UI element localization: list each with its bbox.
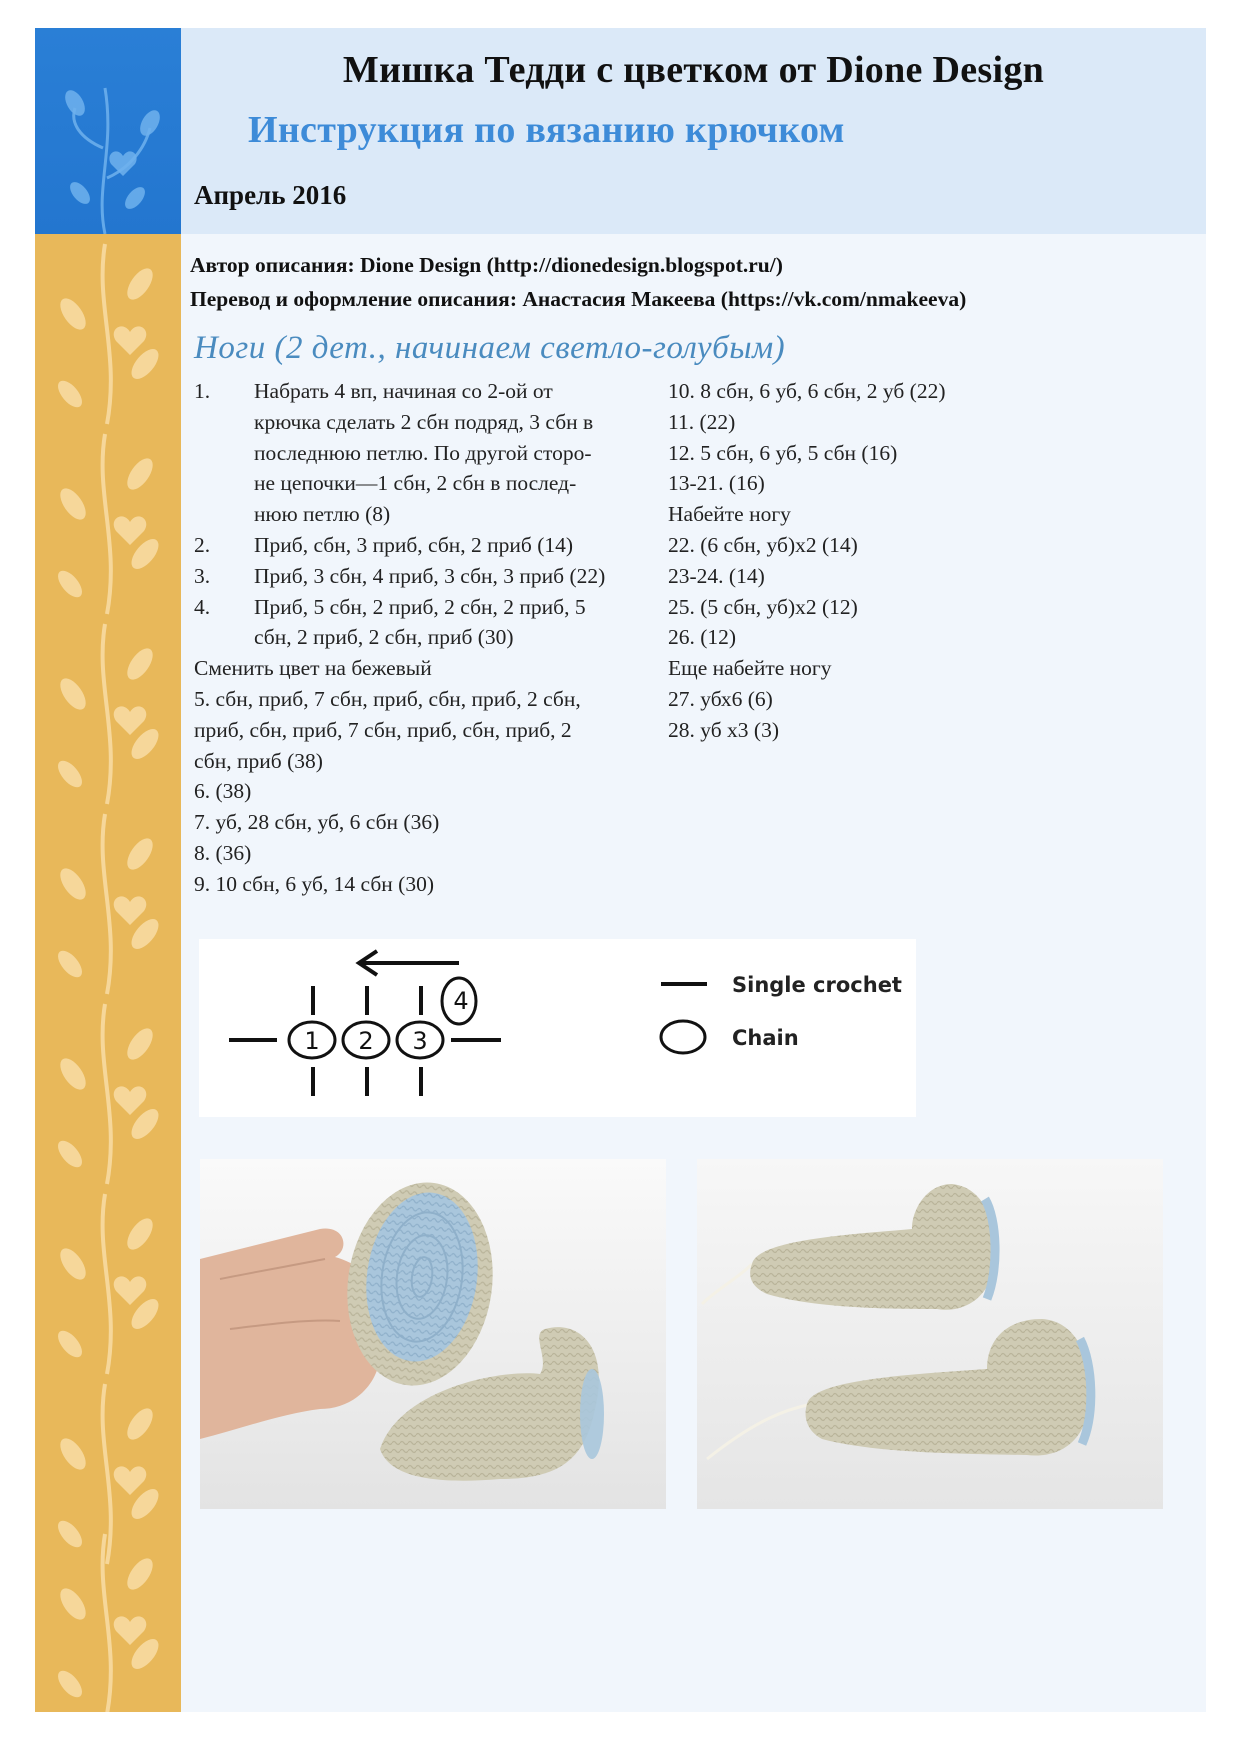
instructions-column-2 — [668, 376, 1008, 746]
author-credit: Автор описания: Dione Design (http://dionedesign.blogspot.ru/) — [190, 253, 783, 277]
row-number: 2. — [194, 532, 211, 557]
legend-single-crochet-label: Single crochet — [732, 973, 902, 997]
row-text-line: последнюю петлю. По другой сторо- — [254, 440, 592, 465]
color-change-note: Сменить цвет на бежевый — [194, 656, 432, 681]
instruction-row-3 — [194, 561, 654, 592]
instruction-row-11: 11. (22) — [668, 409, 736, 434]
instruction-row-12: 12. 5 сбн, 6 уб, 5 сбн (16) — [668, 440, 898, 465]
row-text-line: сбн, 2 приб, 2 сбн, приб (30) — [254, 625, 514, 650]
crochet-diagram — [199, 939, 916, 1117]
instruction-row-8: 8. (36) — [194, 840, 252, 865]
decorative-blue-band — [35, 28, 181, 234]
instruction-row-1 — [194, 376, 654, 530]
instruction-row-9: 9. 10 сбн, 6 уб, 14 сбн (30) — [194, 871, 434, 896]
row-text-line: нюю петлю (8) — [254, 502, 391, 527]
instruction-row-5: приб, сбн, приб, 7 сбн, приб, сбн, приб, 2 — [194, 717, 572, 742]
row-number: 4. — [194, 594, 211, 619]
legend-chain-icon — [661, 1021, 705, 1053]
instruction-row-23-24: 23-24. (14) — [668, 563, 765, 588]
instruction-row-2 — [194, 530, 654, 561]
document-date: Апрель 2016 — [194, 180, 347, 210]
instruction-row-25: 25. (5 сбн, уб)х2 (12) — [668, 594, 858, 619]
credits-block — [190, 248, 966, 316]
instruction-row-27: 27. убх6 (6) — [668, 686, 773, 711]
row-text-line: Приб, сбн, 3 приб, сбн, 2 приб (14) — [254, 532, 574, 557]
instruction-row-7: 7. уб, 28 сбн, уб, 6 сбн (36) — [194, 810, 440, 835]
instruction-row-28: 28. уб х3 (3) — [668, 717, 779, 742]
translator-credit: Перевод и оформление описания: Анастасия Макеева (https://vk.com/nmakeeva) — [190, 287, 967, 311]
instruction-row-22: 22. (6 сбн, уб)х2 (14) — [668, 532, 858, 557]
section-title: Ноги (2 дет., начинаем светло-голубым) — [194, 330, 786, 366]
row-text-line: Набрать 4 вп, начиная со 2-ой от — [254, 379, 553, 403]
row-number: 3. — [194, 563, 211, 588]
instruction-row-6: 6. (38) — [194, 779, 252, 804]
instruction-row-5: 5. сбн, приб, 7 сбн, приб, сбн, приб, 2 сбн, — [194, 686, 581, 711]
instruction-row-4 — [194, 592, 654, 654]
document-subtitle: Инструкция по вязанию крючком — [248, 109, 845, 151]
row-text-line: крючка сделать 2 сбн подряд, 3 сбн в — [254, 409, 594, 434]
chain-number: 4 — [453, 987, 469, 1015]
row-text-line: Приб, 3 сбн, 4 приб, 3 сбн, 3 приб (22) — [254, 563, 606, 588]
row-text-line: не цепочки—1 сбн, 2 сбн в послед- — [254, 471, 577, 496]
instructions-column-1 — [194, 376, 654, 900]
stuffing-note: Еще набейте ногу — [668, 656, 832, 681]
floral-vine-icon — [35, 234, 181, 1712]
legend-chain-label: Chain — [732, 1026, 799, 1050]
row-number: 1. — [194, 379, 211, 403]
instruction-row-5: сбн, приб (38) — [194, 748, 323, 773]
chain-number: 3 — [412, 1027, 428, 1055]
chain-number: 1 — [304, 1027, 320, 1055]
chain-number: 2 — [358, 1027, 374, 1055]
instruction-row-13-21: 13-21. (16) — [668, 471, 765, 496]
stuffing-note: Набейте ногу — [668, 502, 791, 527]
instruction-row-26: 26. (12) — [668, 625, 737, 650]
photo-two-legs — [697, 1159, 1163, 1509]
photo-leg-sole — [200, 1159, 666, 1509]
floral-ornament-icon — [35, 28, 181, 234]
decorative-gold-band — [35, 234, 181, 1712]
document-title: Мишка Тедди с цветком от Dione Design — [342, 49, 1045, 91]
row-text-line: Приб, 5 сбн, 2 приб, 2 сбн, 2 приб, 5 — [254, 594, 586, 619]
instruction-row-10: 10. 8 сбн, 6 уб, 6 сбн, 2 уб (22) — [668, 379, 946, 403]
